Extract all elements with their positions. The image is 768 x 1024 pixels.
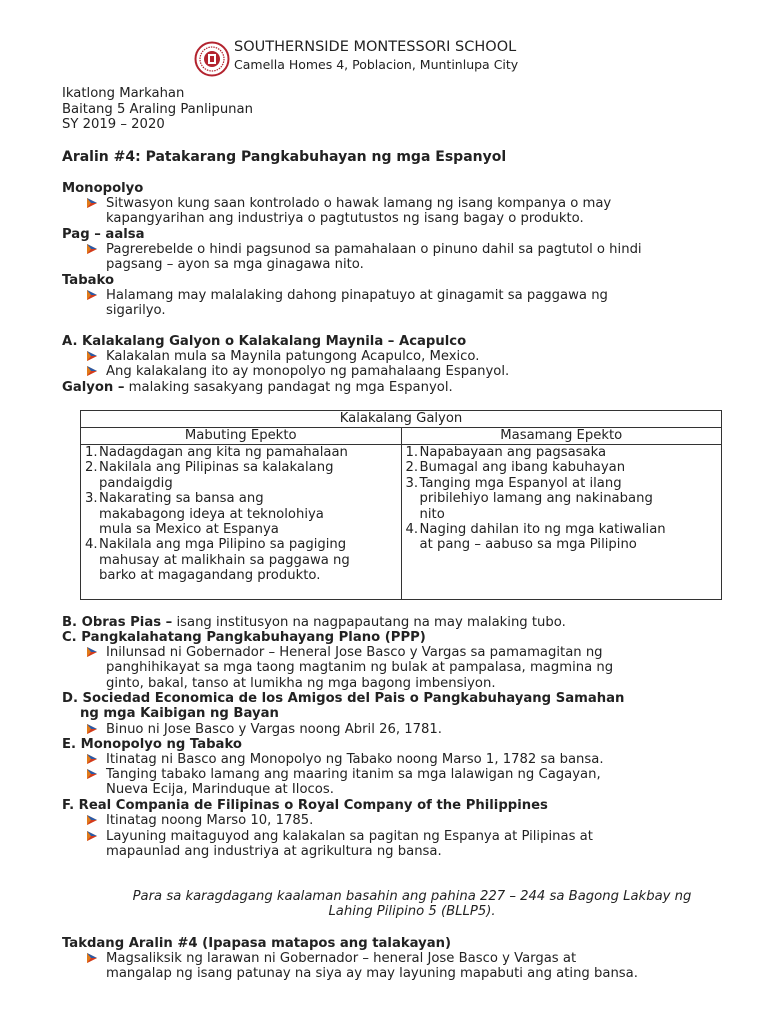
term-monopolyo: Monopolyo bbox=[62, 181, 144, 196]
section-e-bullet: Itinatag ni Basco ang Monopolyo ng Tabako noong Marso 1, 1782 sa bansa. bbox=[106, 752, 604, 767]
school-address: Camella Homes 4, Poblacion, Muntinlupa City bbox=[234, 57, 519, 72]
bullet-arrow-icon bbox=[86, 753, 98, 765]
list-item bbox=[85, 491, 397, 537]
definition-line: Pagrerebelde o hindi pagsunod sa pamahalaan o pinuno dahil sa pagtutol o hindi bbox=[106, 242, 642, 257]
term-tabako: Tabako bbox=[62, 273, 115, 288]
homework-bullet bbox=[106, 951, 638, 982]
list-item bbox=[406, 460, 718, 475]
item-text: mula sa Mexico at Espanya bbox=[99, 522, 279, 538]
item-number: 1. bbox=[85, 445, 98, 460]
note-line: Para sa karagdagang kaalaman basahin ang pahina 227 – 244 sa Bagong Lakbay ng bbox=[132, 889, 692, 904]
table-title: Kalakalang Galyon bbox=[81, 411, 722, 428]
item-text: Nakarating sa bansa ang bbox=[99, 491, 264, 507]
galyon-term: Galyon – bbox=[62, 380, 125, 395]
section-e-heading: E. Monopolyo ng Tabako bbox=[62, 737, 242, 752]
note-line: Lahing Pilipino 5 (BLLP5). bbox=[328, 904, 496, 920]
school-name: SOUTHERNSIDE MONTESSORI SCHOOL bbox=[234, 39, 517, 55]
term-pag-aalsa: Pag – aalsa bbox=[62, 227, 145, 242]
bullet-arrow-icon bbox=[86, 830, 98, 842]
section-b bbox=[62, 615, 566, 630]
item-text: Tanging mga Espanyol at ilang bbox=[419, 475, 622, 491]
quarter-label: Ikatlong Markahan bbox=[62, 86, 185, 101]
item-text: Naging dahilan ito ng mga katiwalian bbox=[419, 522, 666, 538]
bullet-arrow-icon bbox=[86, 350, 98, 362]
good-effects-cell bbox=[81, 445, 402, 600]
column-header-bad: Masamang Epekto bbox=[401, 428, 722, 445]
item-number: 2. bbox=[405, 460, 419, 476]
definition-line: Halamang may malalaking dahong pinapatuyo at ginagamit sa paggawa ng bbox=[106, 288, 608, 303]
definition-line: sigarilyo. bbox=[106, 303, 166, 319]
school-year-label: SY 2019 – 2020 bbox=[62, 117, 165, 132]
bullet-line: mangalap ng isang patunay na siya ay may layuning mapabuti ang ating bansa. bbox=[106, 966, 638, 982]
item-number: 2. bbox=[85, 460, 98, 476]
homework-heading: Takdang Aralin #4 (Ipapasa matapos ang talakayan) bbox=[62, 936, 452, 951]
item-text: Bumagal ang ibang kabuhayan bbox=[419, 460, 626, 476]
item-number: 3. bbox=[85, 491, 98, 507]
term-definition bbox=[106, 288, 608, 319]
item-number: 4. bbox=[85, 537, 98, 553]
bullet-line: Tanging tabako lamang ang maaring itanim sa mga lalawigan ng Cagayan, bbox=[106, 767, 601, 782]
list-item bbox=[406, 522, 718, 553]
school-logo bbox=[194, 41, 230, 77]
item-text: pandaigdig bbox=[99, 475, 173, 491]
list-item bbox=[85, 445, 397, 460]
list-item bbox=[406, 445, 718, 460]
item-number: 3. bbox=[405, 475, 419, 491]
bullet-arrow-icon bbox=[86, 289, 98, 301]
bullet-line: Magsaliksik ng larawan ni Gobernador – heneral Jose Basco y Vargas at bbox=[106, 951, 577, 966]
bullet-line: mapaunlad ang industriya at agrikultura ng bansa. bbox=[106, 844, 442, 860]
section-b-text: isang institusyon na nagpapautang na may malaking tubo. bbox=[172, 615, 566, 630]
bullet-arrow-icon bbox=[86, 646, 98, 658]
term-definition bbox=[106, 242, 642, 273]
bullet-arrow-icon bbox=[86, 365, 98, 377]
column-header-good: Mabuting Epekto bbox=[81, 428, 402, 445]
section-e-bullet bbox=[106, 767, 601, 798]
definition-line: Sitwasyon kung saan kontrolado o hawak lamang ng isang kompanya o may bbox=[106, 196, 612, 211]
item-text: Nakilala ang mga Pilipino sa pagiging bbox=[99, 537, 347, 553]
list-item bbox=[85, 537, 397, 583]
heading-line: ng mga Kaibigan ng Bayan bbox=[80, 706, 279, 722]
bullet-arrow-icon bbox=[86, 197, 98, 209]
bullet-line: ginto, bakal, tanso at lumikha ng mga bagong imbensiyon. bbox=[106, 675, 496, 691]
bullet-line: Nueva Ecija, Marinduque at Ilocos. bbox=[106, 782, 334, 798]
section-a-bullet: Ang kalakalang ito ay monopolyo ng pamahalaang Espanyol. bbox=[106, 364, 510, 379]
section-d-bullet: Binuo ni Jose Basco y Vargas noong Abril 26, 1781. bbox=[106, 722, 442, 737]
grade-label: Baitang 5 Araling Panlipunan bbox=[62, 101, 253, 117]
item-text: makabagong ideya at teknolohiya bbox=[99, 506, 324, 522]
item-number: 4. bbox=[405, 522, 419, 538]
list-item bbox=[406, 476, 718, 522]
item-text: mahusay at malikhain sa paggawa ng bbox=[99, 552, 350, 568]
bullet-arrow-icon bbox=[86, 952, 98, 964]
section-c-heading: C. Pangkalahatang Pangkabuhayang Plano (PPP) bbox=[62, 630, 426, 645]
item-text: pribilehiyo lamang ang nakinabang bbox=[419, 491, 653, 507]
section-d-heading bbox=[62, 691, 624, 722]
document-meta bbox=[62, 86, 253, 133]
item-number: 1. bbox=[405, 445, 419, 460]
section-b-heading: B. Obras Pias – bbox=[62, 615, 173, 630]
section-c-bullet bbox=[106, 645, 613, 691]
section-a-bullet: Kalakalan mula sa Maynila patungong Acapulco, Mexico. bbox=[106, 349, 480, 364]
heading-line: D. Sociedad Economica de los Amigos del Pais o Pangkabuhayang Samahan bbox=[62, 691, 625, 706]
term-definition bbox=[106, 196, 611, 227]
item-text: Nakilala ang Pilipinas sa kalakalang bbox=[99, 460, 334, 476]
section-a-heading: A. Kalakalang Galyon o Kalakalang Maynila – Acapulco bbox=[62, 334, 467, 349]
item-text: Napabayaan ang pagsasaka bbox=[419, 445, 607, 460]
galyon-effects-table bbox=[80, 410, 722, 600]
galyon-text: malaking sasakyang pandagat ng mga Espanyol. bbox=[124, 380, 453, 395]
item-text: at pang – aabuso sa mga Pilipino bbox=[419, 537, 637, 553]
section-f-bullet bbox=[106, 829, 593, 860]
bullet-arrow-icon bbox=[86, 768, 98, 780]
bullet-line: panghihikayat sa mga taong magtanim ng bulak at pampalasa, magmina ng bbox=[106, 660, 614, 676]
definition-line: kapangyarihan ang industriya o pagtutustos ng isang bagay o produkto. bbox=[106, 211, 584, 227]
bullet-line: Inilunsad ni Gobernador – Heneral Jose Basco y Vargas sa pamamagitan ng bbox=[106, 645, 603, 660]
item-text: Nadagdagan ang kita ng pamahalaan bbox=[99, 445, 348, 460]
bad-effects-cell bbox=[401, 445, 722, 600]
item-text: barko at magagandang produkto. bbox=[99, 568, 321, 584]
list-item bbox=[85, 460, 397, 491]
section-f-bullet: Itinatag noong Marso 10, 1785. bbox=[106, 813, 314, 828]
bullet-arrow-icon bbox=[86, 814, 98, 826]
bullet-arrow-icon bbox=[86, 723, 98, 735]
item-text: nito bbox=[419, 506, 445, 522]
reading-note bbox=[62, 889, 762, 920]
definition-line: pagsang – ayon sa mga ginagawa nito. bbox=[106, 257, 364, 273]
bullet-line: Layuning maitaguyod ang kalakalan sa pagitan ng Espanya at Pilipinas at bbox=[106, 829, 593, 844]
bullet-arrow-icon bbox=[86, 243, 98, 255]
galyon-definition bbox=[62, 380, 453, 395]
section-f-heading: F. Real Compania de Filipinas o Royal Company of the Philippines bbox=[62, 798, 548, 813]
lesson-title: Aralin #4: Patakarang Pangkabuhayan ng mga Espanyol bbox=[62, 149, 507, 165]
